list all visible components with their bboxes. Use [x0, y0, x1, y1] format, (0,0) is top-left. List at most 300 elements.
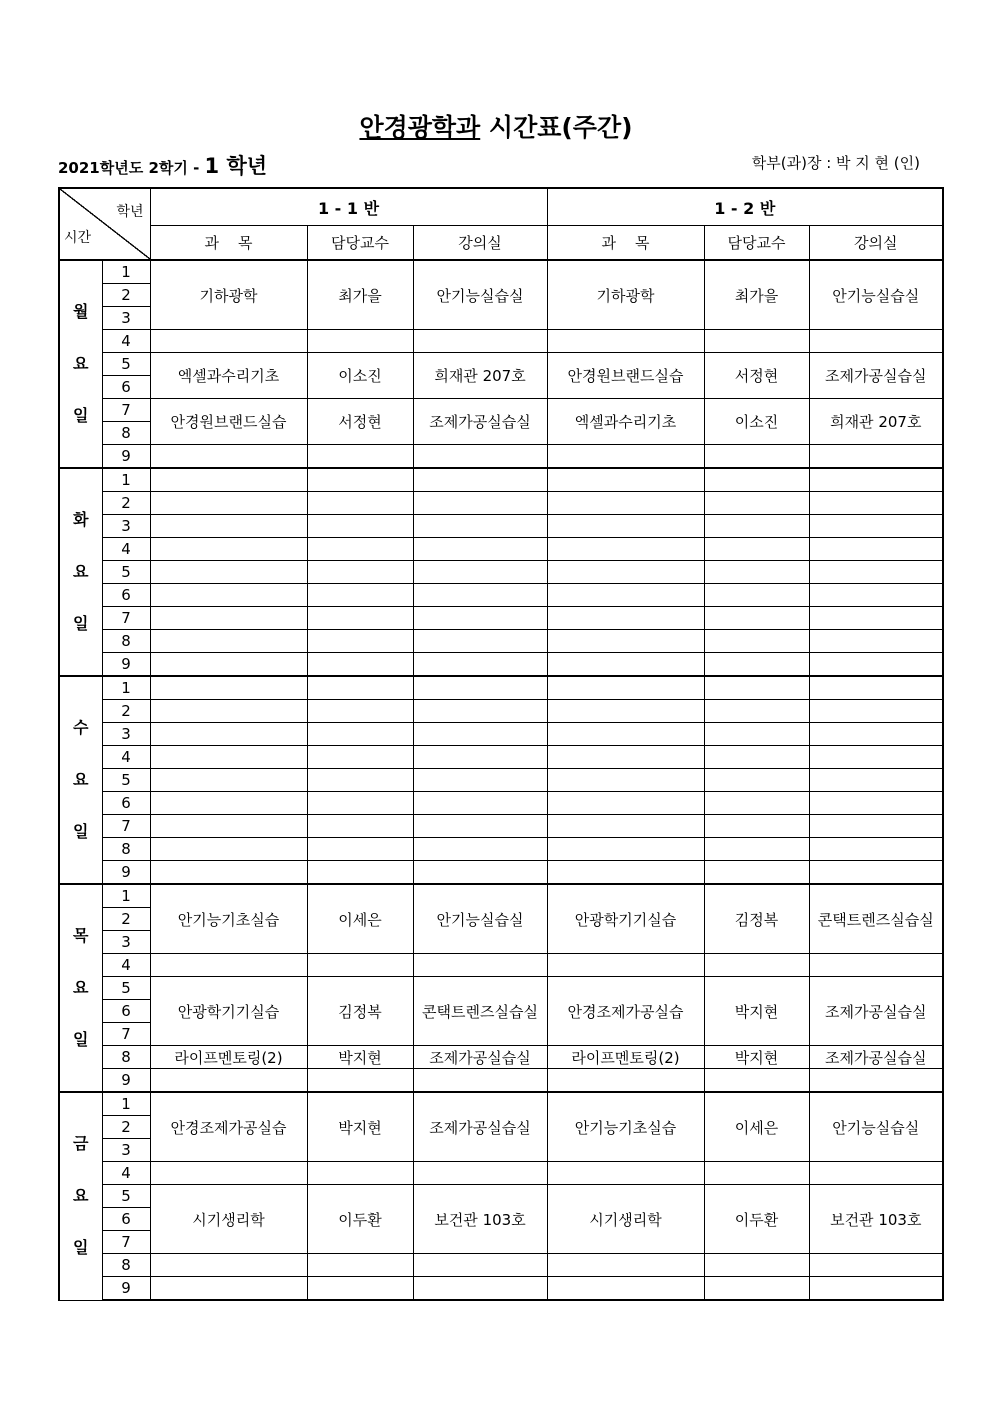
class-1-professor-cell	[307, 676, 413, 700]
year-term: 2021학년도 2학기 -	[58, 159, 205, 177]
class-2-subject-cell	[547, 538, 704, 561]
corner-header-cell	[59, 188, 150, 260]
period-number: 2	[102, 1116, 150, 1139]
class-2-room-cell	[809, 815, 943, 838]
class-1-professor-cell	[307, 1162, 413, 1185]
class-2-room-cell	[809, 746, 943, 769]
class-1-subject-cell	[150, 1277, 307, 1301]
class-2-room-cell: 조제가공실습실	[809, 353, 943, 399]
class-2-professor-cell	[704, 538, 809, 561]
class-2-room-cell	[809, 653, 943, 677]
header-row-columns	[59, 226, 943, 261]
class-1-room-cell	[413, 630, 547, 653]
day-char: 일	[73, 822, 89, 841]
class-1-room-cell	[413, 815, 547, 838]
table-row	[59, 515, 943, 538]
class-2-professor-cell	[704, 676, 809, 700]
class-1-room-cell	[413, 584, 547, 607]
table-row	[59, 260, 943, 284]
class-1-room-cell	[413, 330, 547, 353]
day-char: 목	[73, 926, 89, 945]
day-char: 화	[73, 510, 89, 529]
class-2-subject-cell	[547, 1254, 704, 1277]
class-1-professor-cell	[307, 838, 413, 861]
class-2-subject-cell	[547, 330, 704, 353]
class-1-professor-cell	[307, 330, 413, 353]
class-2-professor-cell	[704, 515, 809, 538]
day-char: 월	[73, 302, 89, 321]
table-row	[59, 353, 943, 376]
table-row	[59, 584, 943, 607]
class-1-professor-cell	[307, 492, 413, 515]
class-1-room-cell	[413, 792, 547, 815]
class-2-room-cell	[809, 954, 943, 977]
class-2-header: 1 - 2 반	[547, 188, 943, 226]
class-1-professor-cell: 서정현	[307, 399, 413, 445]
class-1-room-cell	[413, 653, 547, 677]
period-number: 7	[102, 815, 150, 838]
class-2-professor-cell	[704, 630, 809, 653]
col-room-1: 강의실	[413, 226, 547, 261]
class-2-subject-cell	[547, 445, 704, 469]
class-2-room-cell	[809, 445, 943, 469]
period-number: 8	[102, 838, 150, 861]
corner-grade-label: 학년	[116, 204, 144, 220]
class-1-room-cell	[413, 1254, 547, 1277]
class-1-room-cell	[413, 515, 547, 538]
class-1-professor-cell	[307, 861, 413, 885]
class-2-professor-cell	[704, 838, 809, 861]
class-2-room-cell: 희재관 207호	[809, 399, 943, 445]
class-1-room-cell	[413, 1069, 547, 1093]
day-char: 요	[73, 770, 89, 789]
class-2-room-cell: 안기능실습실	[809, 1092, 943, 1162]
class-2-room-cell	[809, 723, 943, 746]
class-2-room-cell	[809, 769, 943, 792]
class-2-professor-cell: 박지현	[704, 977, 809, 1046]
period-number: 7	[102, 399, 150, 422]
class-1-room-cell: 조제가공실습실	[413, 399, 547, 445]
table-row	[59, 977, 943, 1000]
class-1-room-cell	[413, 538, 547, 561]
day-label-cell	[59, 260, 102, 468]
header-row-classes	[59, 188, 943, 226]
day-char: 일	[73, 1030, 89, 1049]
class-2-subject-cell	[547, 700, 704, 723]
class-2-room-cell: 조제가공실습실	[809, 1046, 943, 1069]
class-1-room-cell	[413, 676, 547, 700]
period-number: 4	[102, 1162, 150, 1185]
class-1-professor-cell	[307, 723, 413, 746]
class-1-room-cell: 콘택트렌즈실습실	[413, 977, 547, 1046]
class-2-subject-cell: 기하광학	[547, 260, 704, 330]
period-number: 3	[102, 515, 150, 538]
class-2-professor-cell	[704, 561, 809, 584]
class-2-room-cell	[809, 584, 943, 607]
class-1-room-cell	[413, 1162, 547, 1185]
period-number: 1	[102, 884, 150, 908]
corner-time-label: 시간	[64, 230, 92, 246]
class-1-subject-cell	[150, 584, 307, 607]
class-1-subject-cell: 안기능기초실습	[150, 884, 307, 954]
class-1-subject-cell	[150, 792, 307, 815]
class-1-room-cell	[413, 607, 547, 630]
grade-label: 1 학년	[204, 154, 268, 178]
class-1-professor-cell	[307, 653, 413, 677]
class-2-professor-cell	[704, 607, 809, 630]
col-professor-2: 담당교수	[704, 226, 809, 261]
class-2-subject-cell	[547, 561, 704, 584]
period-number: 3	[102, 723, 150, 746]
period-number: 2	[102, 700, 150, 723]
class-1-professor-cell	[307, 746, 413, 769]
class-2-room-cell	[809, 538, 943, 561]
class-2-room-cell	[809, 492, 943, 515]
class-2-subject-cell: 안경원브랜드실습	[547, 353, 704, 399]
class-2-professor-cell	[704, 954, 809, 977]
class-2-subject-cell	[547, 1277, 704, 1301]
class-2-professor-cell	[704, 1277, 809, 1301]
class-1-room-cell: 보건관 103호	[413, 1185, 547, 1254]
period-number: 5	[102, 977, 150, 1000]
class-2-professor-cell	[704, 468, 809, 492]
class-2-professor-cell	[704, 815, 809, 838]
class-1-subject-cell	[150, 515, 307, 538]
table-row	[59, 723, 943, 746]
class-2-professor-cell	[704, 330, 809, 353]
class-1-professor-cell	[307, 1069, 413, 1093]
class-2-professor-cell: 서정현	[704, 353, 809, 399]
period-number: 6	[102, 792, 150, 815]
department-head: 학부(과)장 : 박 지 현 (인)	[751, 154, 920, 172]
class-1-professor-cell: 이두환	[307, 1185, 413, 1254]
period-number: 9	[102, 1069, 150, 1093]
table-row	[59, 468, 943, 492]
period-number: 6	[102, 376, 150, 399]
class-1-subject-cell	[150, 445, 307, 469]
day-label-cell	[59, 468, 102, 676]
table-row	[59, 954, 943, 977]
period-number: 4	[102, 538, 150, 561]
table-row	[59, 330, 943, 353]
day-char: 수	[73, 718, 89, 737]
class-1-room-cell	[413, 561, 547, 584]
period-number: 2	[102, 492, 150, 515]
class-1-professor-cell	[307, 561, 413, 584]
class-1-professor-cell	[307, 468, 413, 492]
col-professor-1: 담당교수	[307, 226, 413, 261]
class-2-subject-cell	[547, 676, 704, 700]
class-1-subject-cell: 안경조제가공실습	[150, 1092, 307, 1162]
class-1-professor-cell: 이세은	[307, 884, 413, 954]
class-1-room-cell	[413, 769, 547, 792]
table-row	[59, 815, 943, 838]
day-char: 일	[73, 1238, 89, 1258]
class-2-subject-cell: 시기생리학	[547, 1185, 704, 1254]
class-1-room-cell	[413, 700, 547, 723]
class-1-subject-cell: 기하광학	[150, 260, 307, 330]
class-2-professor-cell: 이세은	[704, 1092, 809, 1162]
table-row	[59, 700, 943, 723]
table-row	[59, 1162, 943, 1185]
class-1-room-cell: 조제가공실습실	[413, 1092, 547, 1162]
day-char: 금	[73, 1134, 89, 1154]
class-2-subject-cell: 안경조제가공실습	[547, 977, 704, 1046]
class-2-professor-cell	[704, 792, 809, 815]
page-title	[0, 108, 992, 144]
class-1-professor-cell	[307, 607, 413, 630]
class-2-professor-cell	[704, 1162, 809, 1185]
class-2-professor-cell	[704, 861, 809, 885]
class-2-room-cell: 조제가공실습실	[809, 977, 943, 1046]
class-2-room-cell	[809, 1254, 943, 1277]
period-number: 9	[102, 653, 150, 677]
class-1-room-cell	[413, 746, 547, 769]
class-2-subject-cell	[547, 746, 704, 769]
class-1-professor-cell	[307, 584, 413, 607]
class-1-professor-cell	[307, 792, 413, 815]
class-2-room-cell	[809, 1162, 943, 1185]
class-2-room-cell	[809, 561, 943, 584]
table-row	[59, 1069, 943, 1093]
class-2-room-cell	[809, 861, 943, 885]
class-1-subject-cell	[150, 723, 307, 746]
period-number: 7	[102, 607, 150, 630]
class-2-professor-cell	[704, 1069, 809, 1093]
class-1-subject-cell: 엑셀과수리기초	[150, 353, 307, 399]
period-number: 6	[102, 1208, 150, 1231]
class-2-subject-cell: 라이프멘토링(2)	[547, 1046, 704, 1069]
class-2-professor-cell	[704, 746, 809, 769]
class-2-subject-cell	[547, 769, 704, 792]
class-1-professor-cell	[307, 445, 413, 469]
class-2-subject-cell	[547, 584, 704, 607]
period-number: 1	[102, 260, 150, 284]
day-char: 일	[73, 406, 89, 425]
class-2-professor-cell	[704, 584, 809, 607]
period-number: 3	[102, 1139, 150, 1162]
class-1-subject-cell	[150, 861, 307, 885]
class-1-room-cell: 안기능실습실	[413, 260, 547, 330]
class-1-subject-cell	[150, 838, 307, 861]
day-char: 요	[73, 978, 89, 997]
class-1-professor-cell: 박지현	[307, 1092, 413, 1162]
term-info	[58, 150, 267, 180]
class-2-professor-cell	[704, 492, 809, 515]
class-1-professor-cell: 김정복	[307, 977, 413, 1046]
class-2-subject-cell	[547, 515, 704, 538]
class-1-subject-cell: 안경원브랜드실습	[150, 399, 307, 445]
period-number: 8	[102, 1254, 150, 1277]
table-row	[59, 607, 943, 630]
period-number: 7	[102, 1023, 150, 1046]
period-number: 5	[102, 1185, 150, 1208]
day-char: 요	[73, 354, 89, 373]
class-1-professor-cell	[307, 954, 413, 977]
period-number: 9	[102, 861, 150, 885]
class-2-subject-cell	[547, 723, 704, 746]
col-subject-2: 과 목	[547, 226, 704, 261]
class-1-room-cell	[413, 954, 547, 977]
class-2-room-cell	[809, 838, 943, 861]
table-row	[59, 861, 943, 885]
period-number: 3	[102, 931, 150, 954]
class-2-subject-cell: 안광학기기실습	[547, 884, 704, 954]
class-1-subject-cell	[150, 561, 307, 584]
class-2-room-cell	[809, 607, 943, 630]
class-2-professor-cell	[704, 769, 809, 792]
day-label-cell	[59, 884, 102, 1092]
table-row	[59, 676, 943, 700]
table-row	[59, 399, 943, 422]
timetable	[58, 187, 944, 1301]
day-char: 요	[73, 562, 89, 581]
class-2-subject-cell	[547, 954, 704, 977]
period-number: 5	[102, 769, 150, 792]
class-1-subject-cell	[150, 700, 307, 723]
class-2-professor-cell: 이소진	[704, 399, 809, 445]
class-1-room-cell: 희재관 207호	[413, 353, 547, 399]
class-2-subject-cell	[547, 1069, 704, 1093]
class-2-subject-cell	[547, 630, 704, 653]
class-1-room-cell	[413, 1277, 547, 1301]
title-suffix: 시간표(주간)	[480, 113, 633, 142]
class-1-professor-cell: 이소진	[307, 353, 413, 399]
class-1-professor-cell	[307, 769, 413, 792]
class-2-room-cell	[809, 700, 943, 723]
class-2-subject-cell	[547, 653, 704, 677]
period-number: 7	[102, 1231, 150, 1254]
class-2-professor-cell: 김정복	[704, 884, 809, 954]
class-2-room-cell	[809, 468, 943, 492]
class-2-subject-cell: 엑셀과수리기초	[547, 399, 704, 445]
class-1-room-cell	[413, 861, 547, 885]
class-1-subject-cell	[150, 676, 307, 700]
class-1-professor-cell	[307, 1277, 413, 1301]
class-2-subject-cell: 안기능기초실습	[547, 1092, 704, 1162]
period-number: 8	[102, 630, 150, 653]
class-1-professor-cell	[307, 700, 413, 723]
table-row	[59, 1046, 943, 1069]
class-1-subject-cell: 안광학기기실습	[150, 977, 307, 1046]
class-1-room-cell: 안기능실습실	[413, 884, 547, 954]
class-1-subject-cell	[150, 538, 307, 561]
class-1-room-cell	[413, 838, 547, 861]
class-2-room-cell	[809, 1069, 943, 1093]
class-1-subject-cell: 라이프멘토링(2)	[150, 1046, 307, 1069]
department-name: 안경광학과	[359, 113, 481, 142]
table-row	[59, 1254, 943, 1277]
period-number: 6	[102, 584, 150, 607]
class-2-professor-cell: 최가을	[704, 260, 809, 330]
class-1-subject-cell	[150, 1162, 307, 1185]
class-2-professor-cell: 박지현	[704, 1046, 809, 1069]
class-2-professor-cell	[704, 1254, 809, 1277]
class-2-professor-cell: 이두환	[704, 1185, 809, 1254]
class-2-room-cell	[809, 1277, 943, 1301]
class-1-subject-cell	[150, 1254, 307, 1277]
class-2-subject-cell	[547, 468, 704, 492]
col-subject-1: 과 목	[150, 226, 307, 261]
class-2-subject-cell	[547, 1162, 704, 1185]
table-row	[59, 1185, 943, 1208]
class-1-subject-cell	[150, 746, 307, 769]
class-1-subject-cell	[150, 607, 307, 630]
col-room-2: 강의실	[809, 226, 943, 261]
class-2-professor-cell	[704, 723, 809, 746]
table-row	[59, 792, 943, 815]
class-1-subject-cell	[150, 815, 307, 838]
class-2-professor-cell	[704, 653, 809, 677]
period-number: 4	[102, 746, 150, 769]
table-row	[59, 561, 943, 584]
class-1-subject-cell: 시기생리학	[150, 1185, 307, 1254]
table-row	[59, 492, 943, 515]
class-2-room-cell	[809, 630, 943, 653]
period-number: 9	[102, 1277, 150, 1301]
class-1-subject-cell	[150, 630, 307, 653]
class-2-subject-cell	[547, 815, 704, 838]
class-1-professor-cell: 박지현	[307, 1046, 413, 1069]
class-1-subject-cell	[150, 468, 307, 492]
class-1-professor-cell	[307, 538, 413, 561]
day-label-cell	[59, 1092, 102, 1300]
class-1-subject-cell	[150, 1069, 307, 1093]
period-number: 1	[102, 676, 150, 700]
period-number: 9	[102, 445, 150, 469]
class-1-room-cell	[413, 468, 547, 492]
class-2-room-cell	[809, 792, 943, 815]
class-2-room-cell: 안기능실습실	[809, 260, 943, 330]
day-char: 일	[73, 614, 89, 633]
table-row	[59, 746, 943, 769]
class-1-subject-cell	[150, 653, 307, 677]
table-row	[59, 538, 943, 561]
period-number: 4	[102, 954, 150, 977]
period-number: 2	[102, 284, 150, 307]
class-2-room-cell	[809, 676, 943, 700]
timetable-body	[59, 260, 943, 1300]
class-1-professor-cell: 최가을	[307, 260, 413, 330]
class-1-room-cell	[413, 492, 547, 515]
class-2-subject-cell	[547, 492, 704, 515]
class-1-subject-cell	[150, 954, 307, 977]
class-1-professor-cell	[307, 815, 413, 838]
table-row	[59, 445, 943, 469]
period-number: 8	[102, 1046, 150, 1069]
class-2-subject-cell	[547, 607, 704, 630]
table-row	[59, 769, 943, 792]
class-1-professor-cell	[307, 1254, 413, 1277]
table-row	[59, 1277, 943, 1301]
period-number: 2	[102, 908, 150, 931]
day-label-cell	[59, 676, 102, 884]
period-number: 5	[102, 353, 150, 376]
class-1-header: 1 - 1 반	[150, 188, 547, 226]
period-number: 4	[102, 330, 150, 353]
table-row	[59, 884, 943, 908]
table-row	[59, 630, 943, 653]
class-2-subject-cell	[547, 861, 704, 885]
class-1-professor-cell	[307, 515, 413, 538]
class-1-room-cell: 조제가공실습실	[413, 1046, 547, 1069]
period-number: 5	[102, 561, 150, 584]
period-number: 6	[102, 1000, 150, 1023]
day-char: 요	[73, 1186, 89, 1206]
class-2-room-cell	[809, 330, 943, 353]
period-number: 1	[102, 468, 150, 492]
class-1-room-cell	[413, 445, 547, 469]
